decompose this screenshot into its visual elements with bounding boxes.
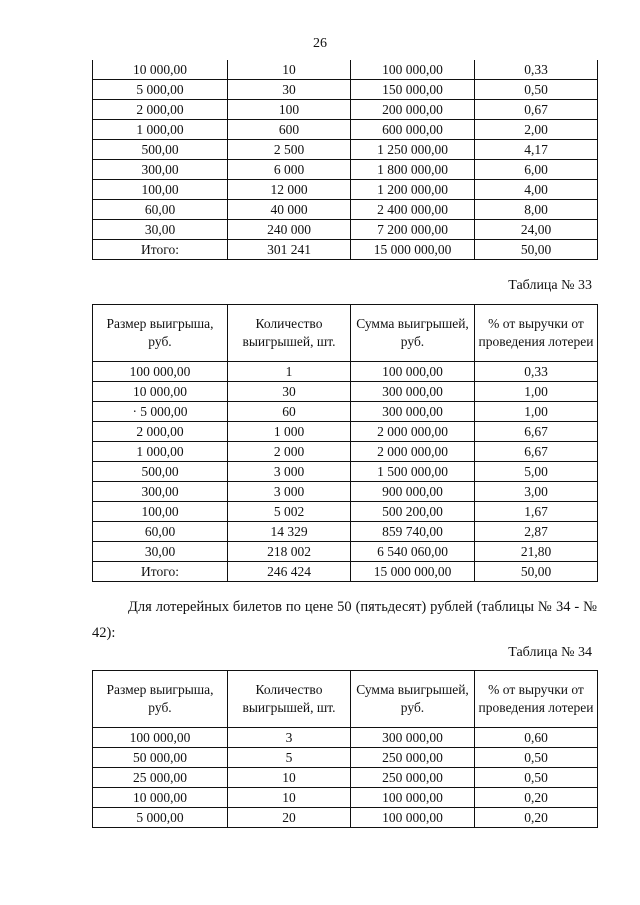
cell-prize-count: 40 000 [228,200,351,220]
cell-revenue-percent: 50,00 [475,240,598,260]
cell-prize-count: 1 000 [228,422,351,442]
prize-table-34 [92,670,598,828]
cell-prize-amount: 300,00 [93,482,228,502]
cell-prize-count: 10 [228,788,351,808]
table-row [93,502,598,522]
table-row [93,748,598,768]
table-row [93,788,598,808]
cell-prize-sum: 300 000,00 [351,402,475,422]
cell-prize-sum: 6 540 060,00 [351,542,475,562]
table-row [93,80,598,100]
table-row [93,442,598,462]
table-row [93,462,598,482]
cell-revenue-percent: 1,67 [475,502,598,522]
cell-prize-sum: 1 200 000,00 [351,180,475,200]
cell-revenue-percent: 5,00 [475,462,598,482]
cell-prize-count: 6 000 [228,160,351,180]
cell-prize-amount: 30,00 [93,542,228,562]
table-row [93,562,598,582]
cell-revenue-percent: 1,00 [475,382,598,402]
table-row [93,422,598,442]
header-revenue-percent: % от выручки от проведения лотереи [475,305,598,362]
table-row [93,382,598,402]
table-header-row [93,671,598,728]
table-row [93,240,598,260]
cell-prize-count: 10 [228,768,351,788]
cell-revenue-percent: 1,00 [475,402,598,422]
table-row [93,808,598,828]
cell-prize-sum: 1 800 000,00 [351,160,475,180]
cell-prize-sum: 1 250 000,00 [351,140,475,160]
table-row [93,768,598,788]
cell-revenue-percent: 0,33 [475,60,598,80]
cell-revenue-percent: 0,67 [475,100,598,120]
cell-prize-count: 3 000 [228,462,351,482]
table-row [93,60,598,80]
table-row [93,362,598,382]
cell-prize-sum: 2 400 000,00 [351,200,475,220]
cell-revenue-percent: 0,50 [475,768,598,788]
cell-prize-amount: 30,00 [93,220,228,240]
header-revenue-percent: % от выручки от проведения лотереи [475,671,598,728]
table-row [93,482,598,502]
cell-prize-amount: · 5 000,00 [93,402,228,422]
cell-prize-count: 2 500 [228,140,351,160]
cell-revenue-percent: 6,67 [475,422,598,442]
cell-prize-count: 3 000 [228,482,351,502]
cell-prize-sum: 100 000,00 [351,808,475,828]
cell-prize-count: 600 [228,120,351,140]
cell-prize-amount: 5 000,00 [93,808,228,828]
cell-revenue-percent: 6,67 [475,442,598,462]
cell-prize-count: 60 [228,402,351,422]
table-row [93,160,598,180]
cell-prize-amount: 5 000,00 [93,80,228,100]
table-row [93,180,598,200]
cell-prize-amount: 60,00 [93,522,228,542]
cell-revenue-percent: 0,20 [475,788,598,808]
cell-revenue-percent: 4,17 [475,140,598,160]
cell-prize-count: 240 000 [228,220,351,240]
cell-prize-sum: 100 000,00 [351,788,475,808]
cell-prize-amount: 10 000,00 [93,382,228,402]
cell-prize-sum: 900 000,00 [351,482,475,502]
cell-prize-amount: 100,00 [93,180,228,200]
cell-prize-sum: 600 000,00 [351,120,475,140]
cell-revenue-percent: 0,50 [475,748,598,768]
table-header-row [93,305,598,362]
cell-prize-sum: 7 200 000,00 [351,220,475,240]
prize-table-continued [92,60,598,260]
cell-prize-sum: 100 000,00 [351,60,475,80]
cell-revenue-percent: 50,00 [475,562,598,582]
cell-prize-amount: 300,00 [93,160,228,180]
cell-prize-count: 301 241 [228,240,351,260]
cell-prize-sum: 859 740,00 [351,522,475,542]
cell-prize-count: 14 329 [228,522,351,542]
header-prize-sum: Сумма выигрышей, руб. [351,671,475,728]
table-row [93,522,598,542]
cell-revenue-percent: 4,00 [475,180,598,200]
cell-revenue-percent: 2,87 [475,522,598,542]
table-33-caption: Таблица № 33 [508,278,592,293]
table-row [93,402,598,422]
body-paragraph: Для лотерейных билетов по цене 50 (пятьдесят) рублей (таблицы № 34 - № 42): [92,599,597,641]
cell-prize-count: 218 002 [228,542,351,562]
cell-prize-amount: 1 000,00 [93,120,228,140]
cell-prize-count: 1 [228,362,351,382]
table-row [93,140,598,160]
cell-prize-sum: 15 000 000,00 [351,240,475,260]
cell-prize-sum: 200 000,00 [351,100,475,120]
cell-prize-amount: 100,00 [93,502,228,522]
cell-prize-count: 20 [228,808,351,828]
cell-prize-sum: 1 500 000,00 [351,462,475,482]
cell-prize-amount: Итого: [93,562,228,582]
cell-revenue-percent: 2,00 [475,120,598,140]
cell-prize-count: 12 000 [228,180,351,200]
cell-prize-amount: 500,00 [93,140,228,160]
cell-prize-amount: 60,00 [93,200,228,220]
cell-revenue-percent: 8,00 [475,200,598,220]
cell-prize-amount: 1 000,00 [93,442,228,462]
cell-prize-count: 100 [228,100,351,120]
cell-revenue-percent: 0,20 [475,808,598,828]
cell-prize-sum: 500 200,00 [351,502,475,522]
cell-prize-count: 10 [228,60,351,80]
cell-prize-amount: 2 000,00 [93,422,228,442]
cell-prize-count: 5 [228,748,351,768]
cell-prize-sum: 2 000 000,00 [351,442,475,462]
header-prize-sum: Сумма выигрышей, руб. [351,305,475,362]
cell-prize-sum: 100 000,00 [351,362,475,382]
cell-prize-amount: Итого: [93,240,228,260]
cell-prize-amount: 100 000,00 [93,362,228,382]
cell-prize-sum: 2 000 000,00 [351,422,475,442]
table-row [93,728,598,748]
cell-prize-count: 30 [228,80,351,100]
cell-prize-amount: 25 000,00 [93,768,228,788]
cell-prize-sum: 15 000 000,00 [351,562,475,582]
cell-prize-count: 5 002 [228,502,351,522]
cell-revenue-percent: 21,80 [475,542,598,562]
cell-revenue-percent: 6,00 [475,160,598,180]
table-row [93,100,598,120]
header-prize-count: Количество выигрышей, шт. [228,305,351,362]
cell-revenue-percent: 0,33 [475,362,598,382]
table-row [93,220,598,240]
header-prize-count: Количество выигрышей, шт. [228,671,351,728]
table-row [93,200,598,220]
prize-table-33 [92,304,598,582]
cell-revenue-percent: 0,50 [475,80,598,100]
cell-prize-amount: 100 000,00 [93,728,228,748]
table-row [93,542,598,562]
cell-revenue-percent: 3,00 [475,482,598,502]
header-prize-amount: Размер выигрыша, руб. [93,671,228,728]
cell-prize-sum: 150 000,00 [351,80,475,100]
cell-revenue-percent: 24,00 [475,220,598,240]
cell-prize-amount: 10 000,00 [93,788,228,808]
cell-prize-amount: 2 000,00 [93,100,228,120]
cell-prize-count: 3 [228,728,351,748]
page-number: 26 [313,36,327,51]
cell-prize-amount: 10 000,00 [93,60,228,80]
cell-prize-amount: 50 000,00 [93,748,228,768]
cell-prize-count: 246 424 [228,562,351,582]
table-row [93,120,598,140]
cell-prize-count: 2 000 [228,442,351,462]
cell-prize-sum: 250 000,00 [351,768,475,788]
cell-prize-count: 30 [228,382,351,402]
cell-prize-sum: 300 000,00 [351,728,475,748]
header-prize-amount: Размер выигрыша, руб. [93,305,228,362]
cell-revenue-percent: 0,60 [475,728,598,748]
cell-prize-sum: 300 000,00 [351,382,475,402]
cell-prize-amount: 500,00 [93,462,228,482]
table-34-caption: Таблица № 34 [508,645,592,660]
cell-prize-sum: 250 000,00 [351,748,475,768]
